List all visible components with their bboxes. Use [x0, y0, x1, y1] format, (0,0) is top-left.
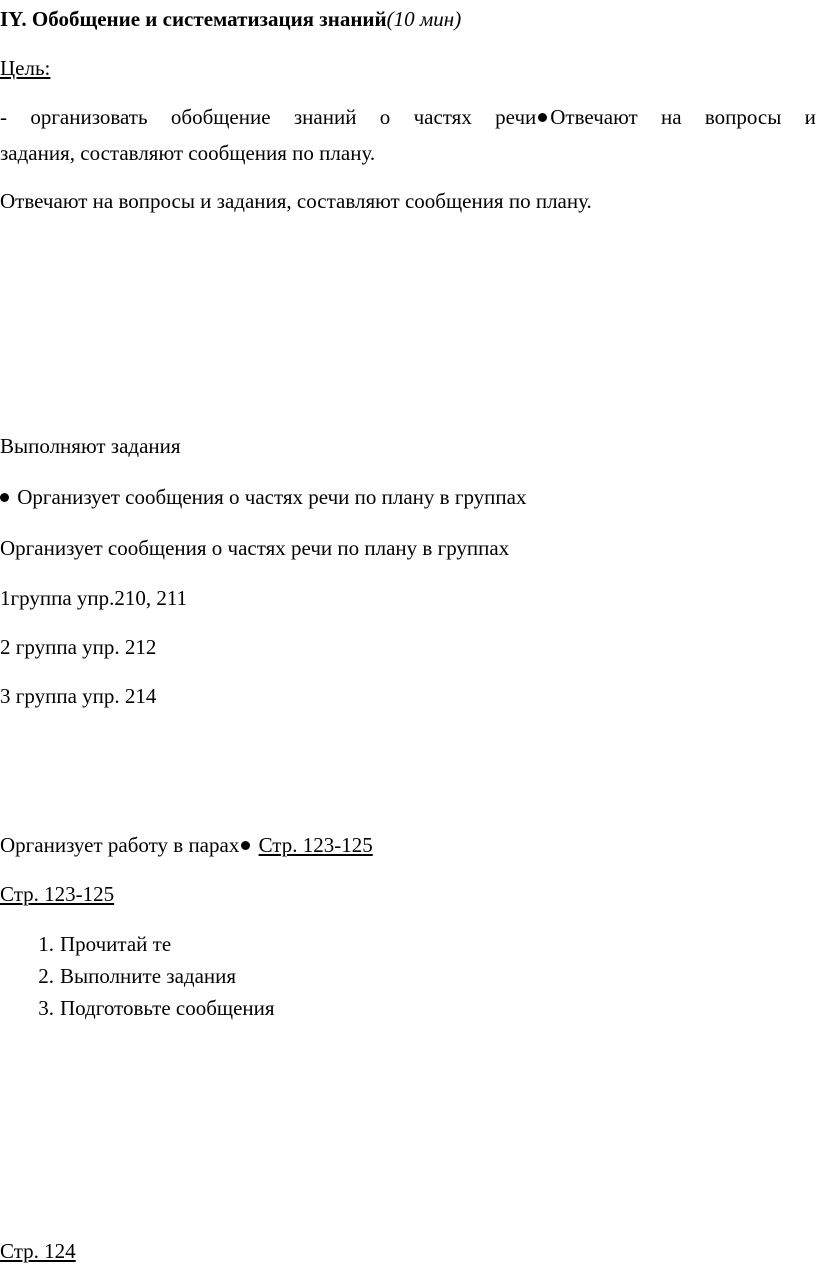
group-item: 2 группа упр. 212 — [0, 635, 157, 659]
bullet-icon — [241, 841, 250, 850]
goal-word: на — [660, 105, 682, 129]
goal-word: о — [379, 105, 391, 129]
bottom-page-link[interactable]: Стр. 124 — [0, 1239, 76, 1263]
step-text: Выполните задания — [60, 964, 237, 988]
do-tasks-text: Выполняют задания — [0, 434, 181, 458]
step-item — [0, 931, 171, 957]
bullet-item-text: Организует сообщения о частях речи по плану в группах — [17, 485, 527, 509]
pages-link[interactable]: Стр. 123-125 — [0, 882, 115, 906]
step-item — [0, 963, 236, 989]
step-text: Прочитай те — [60, 932, 172, 956]
bullet-icon — [538, 113, 547, 122]
step-item — [0, 995, 275, 1021]
step-number: 3. — [38, 996, 54, 1020]
goal-word: организовать — [30, 105, 148, 129]
goal-word: знаний — [293, 105, 357, 129]
bullet-item-organize — [0, 484, 526, 510]
section-heading — [0, 6, 461, 32]
section-heading-duration: (10 мин) — [386, 7, 462, 31]
step-number: 1. — [38, 932, 54, 956]
goal-line-1 — [0, 104, 816, 130]
goal-label: Цель: — [0, 56, 51, 80]
goal-word: вопросы — [704, 105, 782, 129]
goal-word: частях — [413, 105, 472, 129]
goal-line-2: задания, составляют сообщения по плану. — [0, 141, 376, 165]
pairs-page-link[interactable]: Стр. 123-125 — [258, 833, 373, 857]
goal-word: и — [804, 105, 816, 129]
goal-word: - — [0, 105, 7, 129]
step-text: Подготовьте сообщения — [60, 996, 275, 1020]
step-number: 2. — [38, 964, 54, 988]
bullet-icon — [0, 493, 9, 502]
goal-paragraph — [0, 104, 816, 166]
group-item: 1группа упр.210, 211 — [0, 586, 188, 610]
pairs-text: Организует работу в парах — [0, 833, 240, 857]
pairs-line — [0, 832, 373, 858]
answer-text: Отвечают на вопросы и задания, составляют сообщения по плану. — [0, 189, 592, 213]
goal-word: обобщение — [170, 105, 271, 129]
goal-word-with-bullet: речи Отвечают — [495, 105, 638, 129]
organize-text: Организует сообщения о частях речи по плану в группах — [0, 536, 510, 560]
section-heading-title: IY. Обобщение и систематизация знаний — [0, 7, 387, 31]
group-item: 3 группа упр. 214 — [0, 684, 157, 708]
